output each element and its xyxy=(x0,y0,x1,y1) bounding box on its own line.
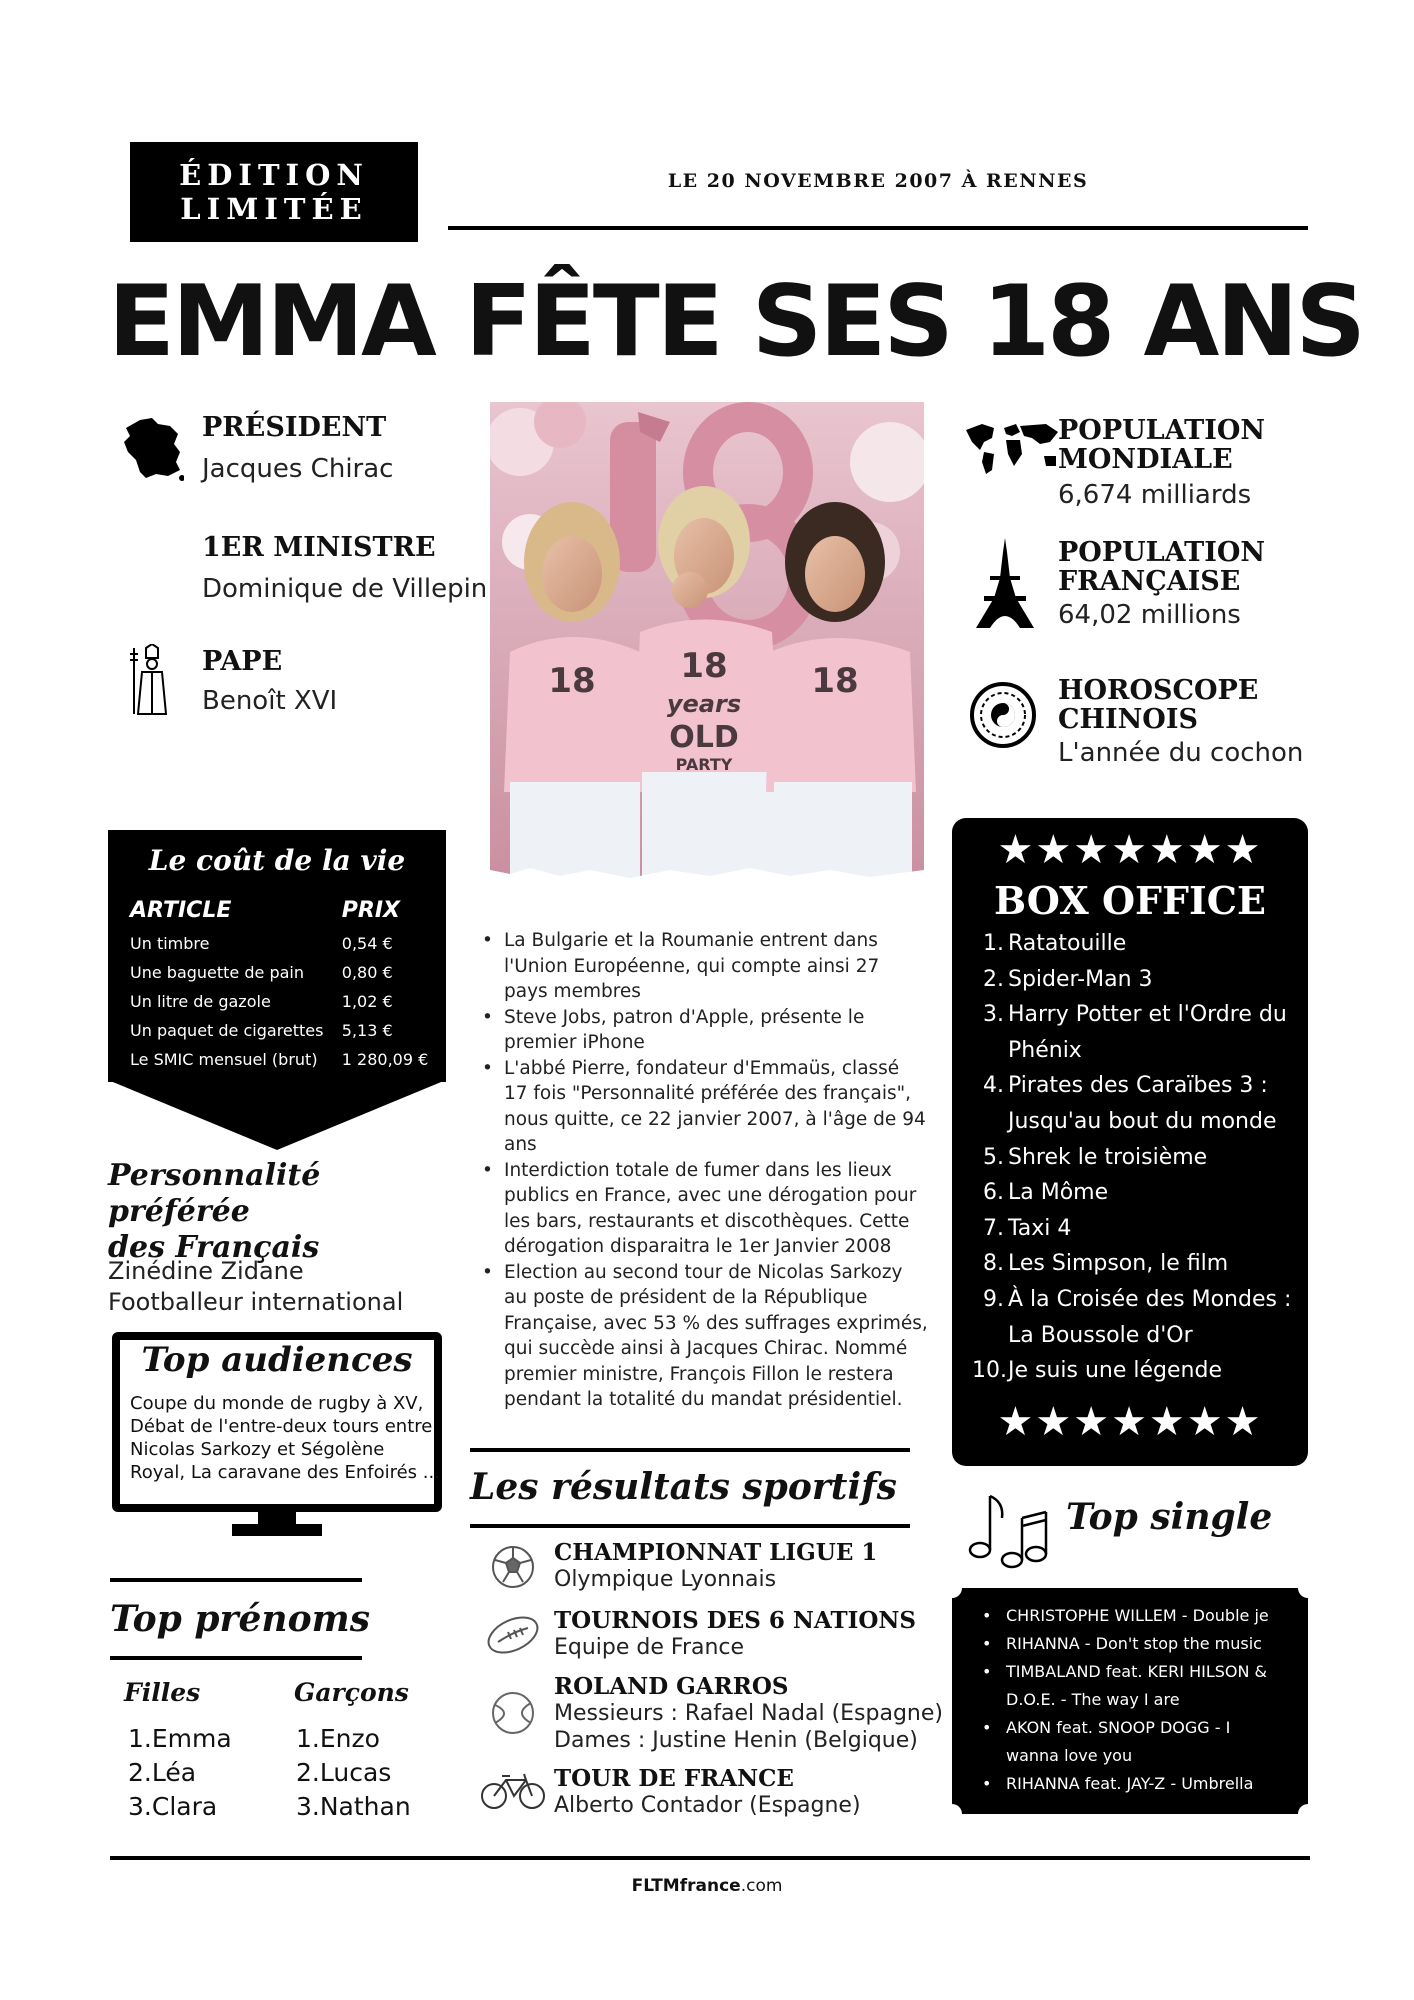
birthday-photo xyxy=(490,402,924,882)
box-office-title: BOX OFFICE xyxy=(993,878,1266,923)
personality-title xyxy=(108,1158,448,1266)
rugby-ball-icon xyxy=(484,1612,542,1658)
list-item: 6. La Môme xyxy=(983,1180,1109,1206)
world-population-label xyxy=(1058,416,1265,474)
list-item: • RIHANNA feat. JAY-Z - Umbrella xyxy=(972,1770,1298,1798)
list-item: 3.Nathan xyxy=(296,1792,411,1821)
french-population-value: 64,02 millions xyxy=(1058,600,1241,630)
audiences-text: Coupe du monde de rugby à XV, Débat de l'entre-deux tours entre Nicolas Sarkozy et Ségolène Royal, La caravane des Enfoirés ... xyxy=(130,1393,440,1483)
music-notes-icon xyxy=(968,1488,1048,1572)
personality-title-line-1: Personnalité préférée xyxy=(108,1158,321,1229)
chinese-horoscope-label xyxy=(1058,676,1258,734)
footer-brand-suffix: .com xyxy=(740,1876,783,1896)
shirt-party: PARTY xyxy=(675,755,733,774)
list-item: 5. Shrek le troisième xyxy=(983,1144,1208,1170)
cost-of-living-title: Le coût de la vie xyxy=(148,844,406,877)
event-item: • Interdiction totale de fumer dans les lieux publics en France, avec une dérogation pour les bars, restaurants et discothèques. Cette dérogation disparaitra le 1er Janvier 2008 xyxy=(478,1158,928,1260)
date-divider xyxy=(448,226,1308,230)
cost-row xyxy=(130,1016,430,1045)
list-item: • AKON feat. SNOOP DOGG - I wanna love you xyxy=(972,1714,1298,1770)
girls-list xyxy=(128,1722,232,1824)
sport-heading: ROLAND GARROS xyxy=(554,1673,789,1700)
cost-row xyxy=(130,987,430,1016)
cost-price: 0,80 € xyxy=(341,963,393,982)
sport-result: Equipe de France xyxy=(554,1635,745,1660)
sports-bottom-rule xyxy=(470,1524,910,1528)
president-value: Jacques Chirac xyxy=(202,454,394,484)
sports-top-rule xyxy=(470,1448,910,1452)
cost-article: Un litre de gazole xyxy=(130,992,271,1011)
audiences-title: Top audiences xyxy=(141,1340,413,1380)
world-population-label-2: MONDIALE xyxy=(1058,444,1233,475)
chinese-horoscope-label-1: HOROSCOPE xyxy=(1058,675,1259,706)
shirt-text-1: 18 xyxy=(548,661,596,701)
sport-result: Alberto Contador (Espagne) xyxy=(554,1793,861,1818)
list-item: 3. Harry Potter et l'Ordre du Phénix xyxy=(983,1002,1287,1063)
list-item: • CHRISTOPHE WILLEM - Double je xyxy=(972,1602,1298,1630)
personality-info xyxy=(108,1256,403,1318)
pope-value: Benoît XVI xyxy=(202,686,338,716)
prenoms-top-rule xyxy=(110,1578,362,1582)
prime-minister-value: Dominique de Villepin xyxy=(202,574,488,604)
boys-list xyxy=(296,1722,411,1824)
cost-box-arrow xyxy=(108,1080,446,1150)
page-headline: EMMA FÊTE SES 18 ANS xyxy=(108,265,1363,379)
event-item: • L'abbé Pierre, fondateur d'Emmaüs, classé 17 fois "Personnalité préférée des français", nous quitte, ce 22 janvier 2007, à l'âge de 94 ans xyxy=(478,1056,928,1158)
top-single-panel xyxy=(952,1588,1308,1814)
footer-brand xyxy=(0,1876,1414,1896)
box-office-panel xyxy=(952,818,1308,1466)
world-population-value: 6,674 milliards xyxy=(1058,480,1252,510)
shirt-text-2: 18 xyxy=(680,646,728,686)
eiffel-tower-icon xyxy=(972,538,1038,630)
sport-heading: TOURNOIS DES 6 NATIONS xyxy=(554,1607,917,1634)
list-item: 1. Ratatouille xyxy=(983,931,1127,956)
cost-row xyxy=(130,1045,430,1074)
prenoms-bottom-rule xyxy=(110,1656,362,1660)
girls-column-header: Filles xyxy=(124,1678,201,1707)
sport-result: Dames : Justine Henin (Belgique) xyxy=(554,1728,918,1753)
cost-price: 1,02 € xyxy=(341,992,393,1011)
shirt-years: years xyxy=(666,690,742,718)
list-item: 1.Emma xyxy=(128,1724,232,1753)
cost-of-living-box xyxy=(108,830,446,1082)
cost-price: 0,54 € xyxy=(341,934,393,953)
cost-article: Une baguette de pain xyxy=(130,963,304,982)
bicycle-icon xyxy=(480,1770,546,1810)
event-item: • Steve Jobs, patron d'Apple, présente le premier iPhone xyxy=(478,1005,928,1056)
french-population-label xyxy=(1058,538,1265,596)
prenoms-title: Top prénoms xyxy=(110,1598,370,1640)
president-label: PRÉSIDENT xyxy=(202,412,387,443)
list-item: • TIMBALAND feat. KERI HILSON & D.O.E. - The way I are xyxy=(972,1658,1298,1714)
list-item: 2.Léa xyxy=(128,1758,197,1787)
event-item: • Election au second tour de Nicolas Sarkozy au poste de président de la République Française, avec 53 % des suffrages exprimés, qui succède ainsi à Jacques Chirac. Nommé premier ministre, François Fillon le restera pendant la totalité du mandat présidentiel. xyxy=(478,1260,928,1413)
events-list xyxy=(478,928,928,1413)
footer-brand-name: FLTMfrance xyxy=(631,1876,741,1896)
tennis-ball-icon xyxy=(490,1690,536,1736)
cost-price: 5,13 € xyxy=(341,1021,393,1040)
list-item: 2.Lucas xyxy=(296,1758,392,1787)
sport-item-ligue1 xyxy=(554,1540,877,1593)
price-column-header: PRIX xyxy=(341,898,400,923)
sport-result: Messieurs : Rafael Nadal (Espagne) xyxy=(554,1701,943,1726)
france-map-icon xyxy=(122,416,184,482)
box-office-stars-bottom: ★★★★★★★ xyxy=(997,1399,1263,1445)
soccer-ball-icon xyxy=(490,1544,536,1590)
top-single-list xyxy=(972,1602,1298,1798)
cost-of-living-table xyxy=(130,898,430,1074)
sports-title: Les résultats sportifs xyxy=(470,1466,897,1508)
edition-line-1: ÉDITION xyxy=(179,158,369,192)
list-item: 1.Enzo xyxy=(296,1724,380,1753)
list-item: 4. Pirates des Caraïbes 3 : Jusqu'au bout du monde xyxy=(983,1073,1277,1134)
shirt-old: OLD xyxy=(669,720,739,755)
pope-label: PAPE xyxy=(202,646,283,677)
cost-row xyxy=(130,929,430,958)
cost-article: Un timbre xyxy=(130,934,210,953)
world-population-label-1: POPULATION xyxy=(1058,415,1266,446)
bottom-divider xyxy=(110,1856,1310,1860)
limited-edition-badge xyxy=(130,142,418,242)
top-single-title: Top single xyxy=(1066,1496,1273,1538)
tv-stand-base xyxy=(232,1524,322,1536)
list-item: 8. Les Simpson, le film xyxy=(983,1251,1229,1277)
world-map-icon xyxy=(962,420,1062,476)
cost-article: Le SMIC mensuel (brut) xyxy=(130,1050,318,1069)
pope-icon xyxy=(128,644,174,716)
date-location: LE 20 NOVEMBRE 2007 À RENNES xyxy=(667,170,1089,192)
boys-column-header: Garçons xyxy=(294,1678,409,1707)
list-item: 3.Clara xyxy=(128,1792,218,1821)
cost-article: Un paquet de cigarettes xyxy=(130,1021,324,1040)
list-item: 10. Je suis une légende xyxy=(972,1358,1222,1384)
event-item: • La Bulgarie et la Roumanie entrent dans l'Union Européenne, qui compte ainsi 27 pays membres xyxy=(478,928,928,1005)
sport-item-six-nations xyxy=(554,1608,916,1661)
cost-row xyxy=(130,958,430,987)
french-population-label-1: POPULATION xyxy=(1058,537,1266,568)
box-office-stars-top: ★★★★★★★ xyxy=(997,827,1263,873)
list-item: 9. À la Croisée des Mondes : La Boussole d'Or xyxy=(983,1286,1292,1348)
sport-result: Olympique Lyonnais xyxy=(554,1567,777,1592)
french-population-label-2: FRANÇAISE xyxy=(1058,566,1241,597)
chinese-horoscope-label-2: CHINOIS xyxy=(1058,704,1198,735)
personality-name: Zinédine Zidane xyxy=(108,1257,304,1285)
box-office-list xyxy=(972,926,1302,1389)
cost-table-header xyxy=(130,898,430,923)
cost-price: 1 280,09 € xyxy=(341,1050,429,1069)
personality-title-line-2: des Français xyxy=(108,1230,320,1265)
prime-minister-label: 1ER MINISTRE xyxy=(202,532,436,563)
sport-item-tour-de-france xyxy=(554,1766,861,1819)
chinese-zodiac-icon xyxy=(970,682,1036,748)
shirt-text-3: 18 xyxy=(811,661,859,701)
tv-screen-frame xyxy=(112,1332,442,1512)
list-item: 2. Spider-Man 3 xyxy=(983,966,1153,992)
sport-heading: CHAMPIONNAT LIGUE 1 xyxy=(554,1539,878,1566)
chinese-horoscope-value: L'année du cochon xyxy=(1058,738,1304,768)
list-item: • RIHANNA - Don't stop the music xyxy=(972,1630,1298,1658)
article-column-header: ARTICLE xyxy=(130,898,232,923)
sport-item-roland-garros xyxy=(554,1674,943,1754)
edition-line-2: LIMITÉE xyxy=(180,192,368,226)
list-item: 7. Taxi 4 xyxy=(983,1215,1072,1241)
personality-role: Footballeur international xyxy=(108,1288,404,1316)
sport-heading: TOUR DE FRANCE xyxy=(554,1765,794,1792)
